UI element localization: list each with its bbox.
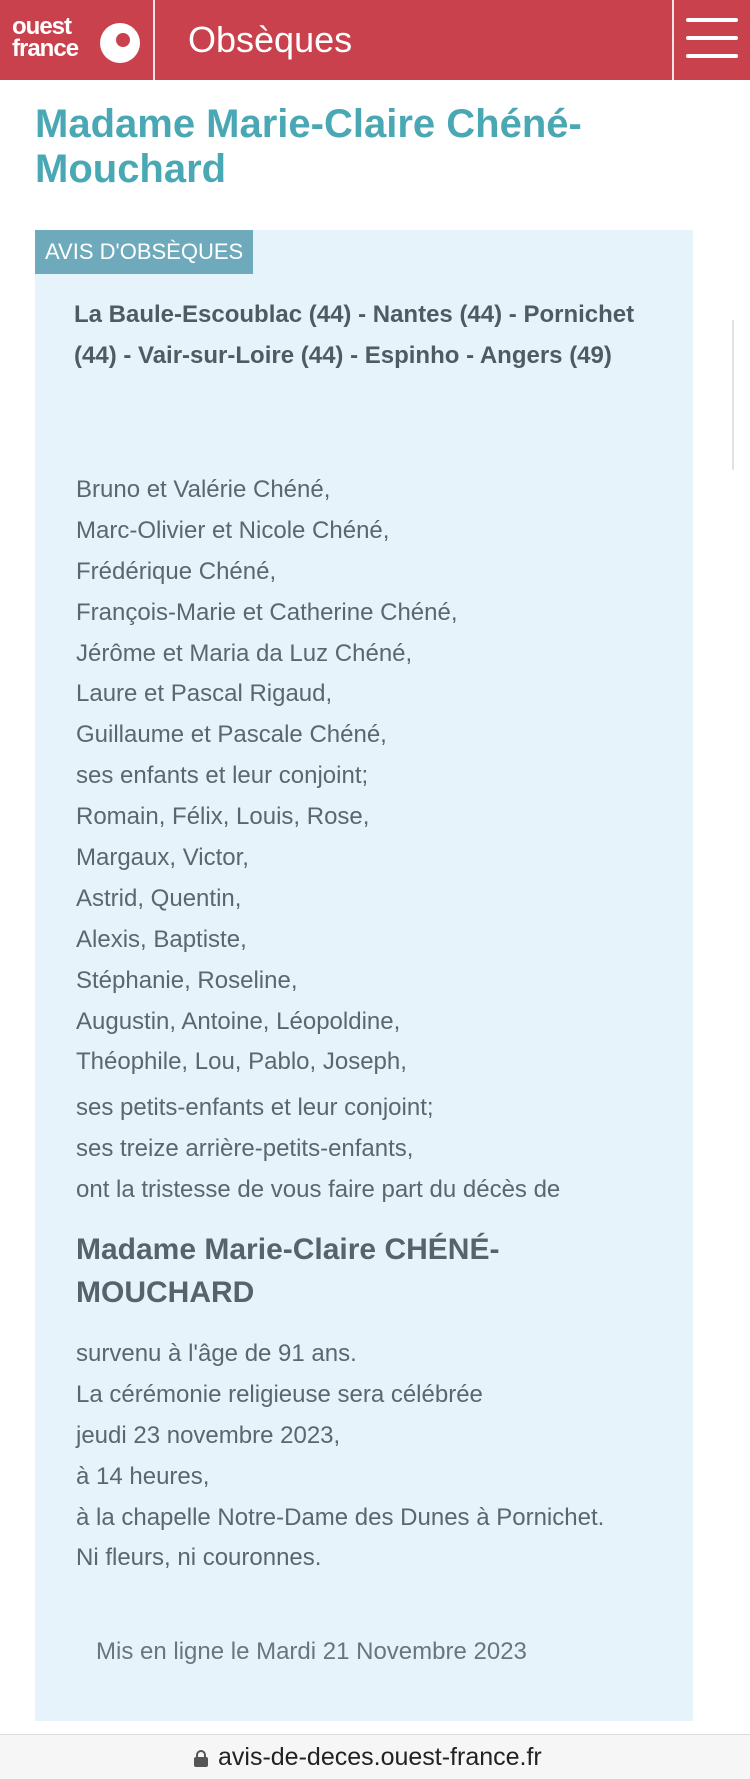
- family-line: François-Marie et Catherine Chéné,: [76, 598, 458, 626]
- header-divider: [672, 0, 674, 80]
- family-line: Marc-Olivier et Nicole Chéné,: [76, 516, 390, 544]
- header-divider: [153, 0, 155, 80]
- announcement-line: ses petits-enfants et leur conjoint;: [76, 1094, 434, 1121]
- logo-emblem-icon: [100, 23, 140, 63]
- section-title[interactable]: Obsèques: [188, 19, 353, 60]
- menu-bar: [686, 36, 738, 40]
- notice-type-badge: AVIS D'OBSÈQUES: [35, 230, 253, 274]
- url-text[interactable]: avis-de-deces.ouest-france.fr: [218, 1743, 542, 1771]
- family-line: Margaux, Victor,: [76, 844, 249, 872]
- logo-text: [12, 13, 79, 62]
- ceremony-details: [76, 1334, 696, 1579]
- detail-line: La cérémonie religieuse sera célébrée: [76, 1380, 483, 1408]
- family-line: ses enfants et leur conjoint;: [76, 762, 369, 790]
- page-title: Madame Marie-Claire Chéné-Mouchard: [35, 102, 582, 191]
- family-line: Laure et Pascal Rigaud,: [76, 680, 333, 708]
- top-header-bar: [0, 0, 750, 80]
- announcement-line: ses treize arrière-petits-enfants,: [76, 1134, 414, 1162]
- browser-url-bar[interactable]: [0, 1734, 750, 1779]
- family-line: Augustin, Antoine, Léopoldine,: [76, 1007, 401, 1035]
- family-line: Astrid, Quentin,: [76, 884, 242, 912]
- detail-line: Ni fleurs, ni couronnes.: [76, 1544, 322, 1572]
- family-line: Guillaume et Pascale Chéné,: [76, 721, 387, 749]
- deceased-name: Madame Marie-Claire CHÉNÉ-MOUCHARD: [76, 1233, 500, 1309]
- family-line: Stéphanie, Roseline,: [76, 966, 298, 994]
- family-line: Frédérique Chéné,: [76, 557, 277, 585]
- announcement-text: [76, 1088, 676, 1211]
- family-line: Théophile, Lou, Pablo, Joseph,: [76, 1048, 407, 1076]
- family-line: Bruno et Valérie Chéné,: [76, 476, 331, 503]
- lock-icon: [194, 1750, 208, 1766]
- menu-bar: [686, 18, 738, 22]
- scrollbar[interactable]: [732, 320, 734, 470]
- detail-line: jeudi 23 novembre 2023,: [76, 1421, 341, 1449]
- hamburger-menu-icon[interactable]: [684, 14, 740, 66]
- detail-line: à 14 heures,: [76, 1462, 210, 1490]
- logo-text-line1: ouest: [12, 13, 72, 40]
- announcement-line: ont la tristesse de vous faire part du décès de: [76, 1175, 561, 1203]
- family-line: Alexis, Baptiste,: [76, 925, 247, 953]
- notice-locations: La Baule-Escoublac (44) - Nantes (44) - Pornichet (44) - Vair-sur-Loire (44) - Espinho - Angers (49): [74, 301, 635, 369]
- publication-date: Mis en ligne le Mardi 21 Novembre 2023: [96, 1638, 527, 1665]
- detail-line: survenu à l'âge de 91 ans.: [76, 1340, 357, 1367]
- family-line: Romain, Félix, Louis, Rose,: [76, 803, 370, 831]
- logo-text-line2: france: [12, 35, 79, 62]
- family-line: Jérôme et Maria da Luz Chéné,: [76, 639, 413, 667]
- family-list: [76, 470, 676, 1083]
- ouest-france-logo[interactable]: [12, 13, 140, 64]
- menu-bar: [686, 54, 738, 58]
- detail-line: à la chapelle Notre-Dame des Dunes à Pornichet.: [76, 1503, 605, 1531]
